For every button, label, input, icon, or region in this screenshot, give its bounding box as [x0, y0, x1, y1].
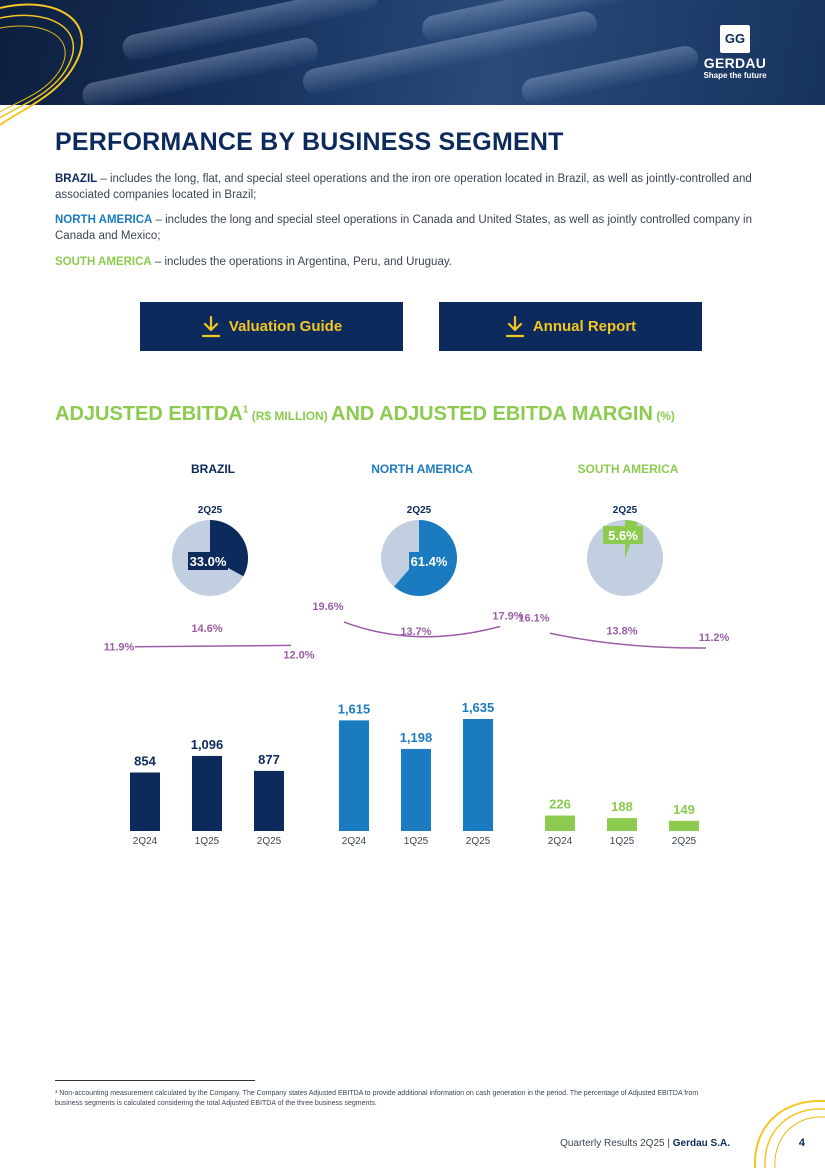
brazil-chart-title: BRAZIL: [191, 462, 235, 476]
north-america-bar: [463, 719, 493, 831]
north-america-margin-label: 19.6%: [312, 601, 344, 614]
south-america-category-label: 1Q25: [609, 836, 635, 847]
south-america-bar: [669, 821, 699, 831]
download-icon: [201, 316, 221, 338]
brazil-margin-label: 14.6%: [191, 623, 223, 636]
segment-key-north-america: NORTH AMERICA: [55, 214, 153, 226]
brazil-bar: [254, 771, 284, 831]
decorative-swirl-bottom: [745, 1093, 825, 1168]
brazil-margin-label: 12.0%: [283, 649, 315, 662]
footer-company: Gerdau S.A.: [672, 1138, 730, 1149]
south-america-category-label: 2Q24: [547, 836, 573, 847]
brazil-pie-share-label: 33.0%: [189, 554, 227, 569]
footer: [560, 1138, 730, 1149]
north-america-bar-value-label: 1,615: [337, 701, 371, 717]
decorative-swirl-top: [0, 0, 150, 135]
page-number: 4: [798, 1137, 805, 1149]
brand-tagline: Shape the future: [703, 71, 767, 80]
south-america-margin-label: 11.2%: [698, 631, 730, 644]
south-america-pie-share-label: 5.6%: [608, 528, 638, 543]
brazil-bar-value-label: 854: [134, 753, 156, 769]
chart-title-main-2: AND ADJUSTED EBITDA MARGIN: [331, 403, 653, 425]
south-america-pie-label: 2Q25: [612, 505, 638, 516]
valuation-guide-label: Valuation Guide: [228, 318, 343, 335]
north-america-bar-value-label: 1,635: [461, 700, 495, 715]
north-america-bar-value-label: 1,198: [399, 729, 433, 745]
brazil-category-label: 2Q25: [256, 836, 282, 847]
annual-report-button[interactable]: [439, 302, 702, 351]
north-america-bar: [339, 720, 369, 831]
chart-title-main-1: ADJUSTED EBITDA: [55, 403, 243, 425]
segment-desc-north-america: [55, 212, 775, 244]
gerdau-logo[interactable]: [697, 25, 773, 80]
north-america-chart-title: NORTH AMERICA: [371, 462, 473, 476]
south-america-margin-label: 13.8%: [606, 625, 638, 638]
chart-title-unit-1: (R$ MILLION): [248, 409, 332, 423]
brazil-margin-line: [135, 645, 291, 646]
south-america-bar-value-label: 188: [611, 799, 633, 815]
brazil-margin-label: 11.9%: [103, 641, 135, 654]
brazil-pie-label: 2Q25: [197, 505, 223, 516]
north-america-category-label: 2Q25: [465, 836, 491, 847]
south-america-margin-label: 16.1%: [518, 612, 550, 625]
gerdau-logo-mark: GG: [720, 25, 750, 53]
segment-desc-brazil: [55, 171, 775, 203]
north-america-margin-label: 13.7%: [400, 625, 432, 638]
footnote-rule: [55, 1080, 255, 1081]
brazil-bar: [130, 772, 160, 831]
chart-section-title: [55, 403, 675, 426]
brand-name: GERDAU: [703, 55, 767, 71]
footer-separator: |: [664, 1138, 673, 1149]
south-america-bar: [607, 818, 637, 831]
segment-charts: [0, 440, 825, 860]
brazil-bar-value-label: 877: [258, 751, 280, 767]
north-america-margin-label: 17.9%: [492, 610, 524, 623]
north-america-pie-share-label: 61.4%: [410, 554, 448, 569]
south-america-category-label: 2Q25: [671, 836, 697, 847]
chart-title-unit-2: (%): [652, 409, 675, 423]
segment-key-south-america: SOUTH AMERICA: [55, 256, 152, 268]
segment-text-brazil: – includes the long, flat, and special steel operations and the iron ore operation located in Brazil, as well as jointly-controlled and associated companies located in Brazil;: [55, 173, 752, 201]
north-america-pie-label: 2Q25: [406, 505, 432, 516]
north-america-bar: [401, 749, 431, 831]
north-america-category-label: 2Q24: [341, 836, 367, 847]
segment-desc-south-america: [55, 254, 775, 270]
valuation-guide-button[interactable]: [140, 302, 403, 351]
north-america-category-label: 1Q25: [403, 836, 429, 847]
footnote: ¹ Non-accounting measurement calculated by the Company. The Company states Adjusted EBITDA to provide additional information on cash generation in the period. The percentage of Adjusted EBITDA from business segments is calculated considering the total Adjusted EBITDA of the three business segments.: [55, 1090, 699, 1107]
brazil-bar-value-label: 1,096: [190, 736, 224, 752]
page-title: PERFORMANCE BY BUSINESS SEGMENT: [55, 128, 564, 156]
download-icon: [505, 316, 525, 338]
brazil-category-label: 1Q25: [194, 836, 220, 847]
footnote-ref: 1: [242, 404, 249, 416]
footer-doc: Quarterly Results 2Q25: [560, 1138, 665, 1149]
south-america-bar-value-label: 226: [549, 796, 571, 812]
segment-text-north-america: – includes the long and special steel operations in Canada and United States, as well as jointly controlled company in Canada and Mexico;: [55, 214, 752, 242]
annual-report-label: Annual Report: [532, 318, 637, 335]
south-america-bar-value-label: 149: [673, 801, 695, 817]
brazil-bar: [192, 756, 222, 831]
south-america-chart-title: SOUTH AMERICA: [577, 462, 679, 476]
segment-key-brazil: BRAZIL: [55, 173, 98, 185]
south-america-bar: [545, 816, 575, 831]
brazil-category-label: 2Q24: [132, 836, 158, 847]
segment-text-south-america: – includes the operations in Argentina, Peru, and Uruguay.: [151, 256, 452, 268]
